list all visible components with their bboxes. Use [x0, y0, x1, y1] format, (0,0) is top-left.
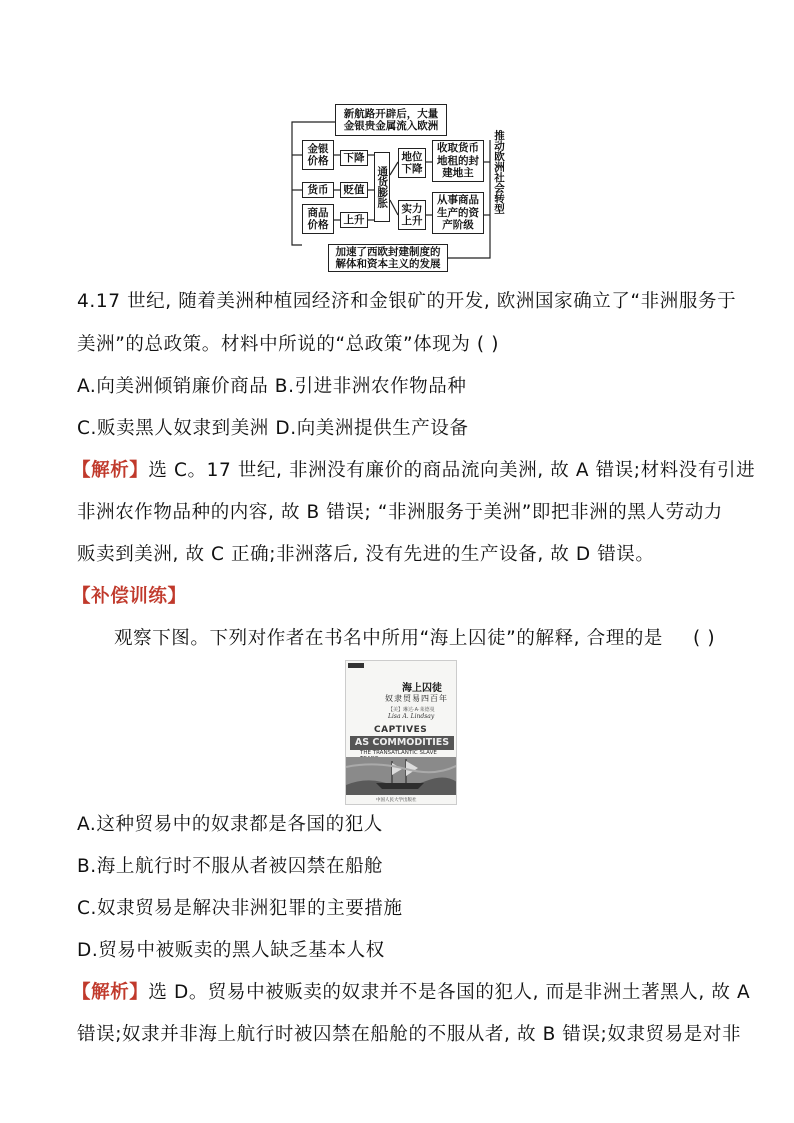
book-publisher-logo [348, 663, 364, 668]
supp-option-a: A.这种贸易中的奴隶都是各国的犯人 [77, 814, 383, 835]
ship-illustration [346, 757, 457, 795]
book-en-title-1: CAPTIVES [374, 725, 428, 735]
diagram-top-box [335, 104, 447, 136]
supp-answer-tag: 【解析】 [72, 982, 149, 1003]
supp-answer-text-1: 选 D。贸易中被贩卖的奴隶并不是各国的犯人, 而是非洲土著黑人, 故 A [148, 982, 751, 1003]
diagram-status-rise: 实力 上升 [398, 200, 426, 230]
diagram-center-inflation: 通货膨胀 [374, 152, 390, 222]
book-author-cn: 【美】琳达·A·莱德曼 [388, 707, 435, 713]
q4-answer-line-3: 贩卖到美洲, 故 C 正确;非洲落后, 没有先进的生产设备, 故 D 错误。 [77, 544, 655, 565]
supp-option-b: B.海上航行时不服从者被囚禁在船舱 [77, 856, 384, 877]
supp-option-c: C.奴隶贸易是解决非洲犯罪的主要措施 [77, 898, 403, 919]
diagram-left-goods-price: 商品 价格 [302, 204, 334, 234]
diagram-mid-fall: 下降 [340, 150, 368, 166]
q4-options-ab: A.向美洲倾销廉价商品 B.引进非洲农作物品种 [77, 376, 467, 397]
diagram-side-label: 推动欧洲社会转型 [493, 130, 505, 214]
book-author-en: Lisa A. Lindsay [388, 713, 435, 720]
q4-answer-text-1: 选 C。17 世纪, 非洲没有廉价的商品流向美洲, 故 A 错误;材料没有引进 [148, 460, 756, 481]
supp-answer-line-2: 错误;奴隶并非海上航行时被囚禁在船舱的不服从者, 故 B 错误;奴隶贸易是对非 [77, 1024, 742, 1045]
diagram-mid-rise: 上升 [340, 212, 368, 228]
diagram-bottom-line-2: 解体和资本主义的发展 [335, 258, 441, 270]
flow-diagram [290, 100, 515, 272]
diagram-left-currency: 货币 [302, 182, 334, 198]
q4-answer-line-1 [72, 459, 755, 483]
supp-heading: 【补偿训练】 [72, 586, 187, 607]
supp-question-blank: ( ) [693, 628, 716, 649]
book-en-title-2: AS COMMODITIES [350, 736, 454, 750]
book-cn-subtitle: 奴隶贸易四百年 [385, 694, 448, 703]
diagram-bottom-line-1: 加速了西欧封建制度的 [335, 245, 441, 258]
q4-line-2: 美洲”的总政策。材料中所说的“总政策”体现为 ( ) [77, 334, 500, 355]
diagram-left-gold-price: 金银 价格 [302, 140, 334, 170]
diagram-mid-devalue: 贬值 [340, 182, 368, 198]
diagram-bottom-box [328, 244, 448, 272]
diagram-top-line-2: 金银贵金属流入欧洲 [343, 120, 439, 132]
q4-answer-line-2: 非洲农作物品种的内容, 故 B 错误; “非洲服务于美洲”即把非洲的黑人劳动力 [77, 502, 723, 523]
diagram-class-bourgeoisie: 从事商品 生产的资 产阶级 [432, 192, 484, 234]
q4-options-cd: C.贩卖黑人奴隶到美洲 D.向美洲提供生产设备 [77, 418, 469, 439]
book-publisher: 中国人民大学出版社 [376, 798, 417, 803]
diagram-top-line-1: 新航路开辟后，大量 [343, 107, 439, 120]
q4-answer-tag: 【解析】 [72, 460, 149, 481]
diagram-class-landlord: 收取货币 地租的封 建地主 [432, 140, 484, 182]
supp-question [114, 627, 715, 651]
book-cn-title: 海上囚徒 [402, 683, 442, 694]
supp-answer-line-1 [72, 981, 750, 1005]
q4-line-1: 4.17 世纪, 随着美洲种植园经济和金银矿的开发, 欧洲国家确立了“非洲服务于 [77, 291, 737, 312]
diagram-status-fall: 地位 下降 [398, 148, 426, 178]
book-cover-image [345, 660, 457, 805]
supp-question-text: 观察下图。下列对作者在书名中所用“海上囚徒”的解释, 合理的是 [114, 628, 664, 649]
book-en-subtitle: THE TRANSATLANTIC SLAVE [360, 750, 437, 756]
supp-option-d: D.贸易中被贩卖的黑人缺乏基本人权 [77, 940, 385, 961]
